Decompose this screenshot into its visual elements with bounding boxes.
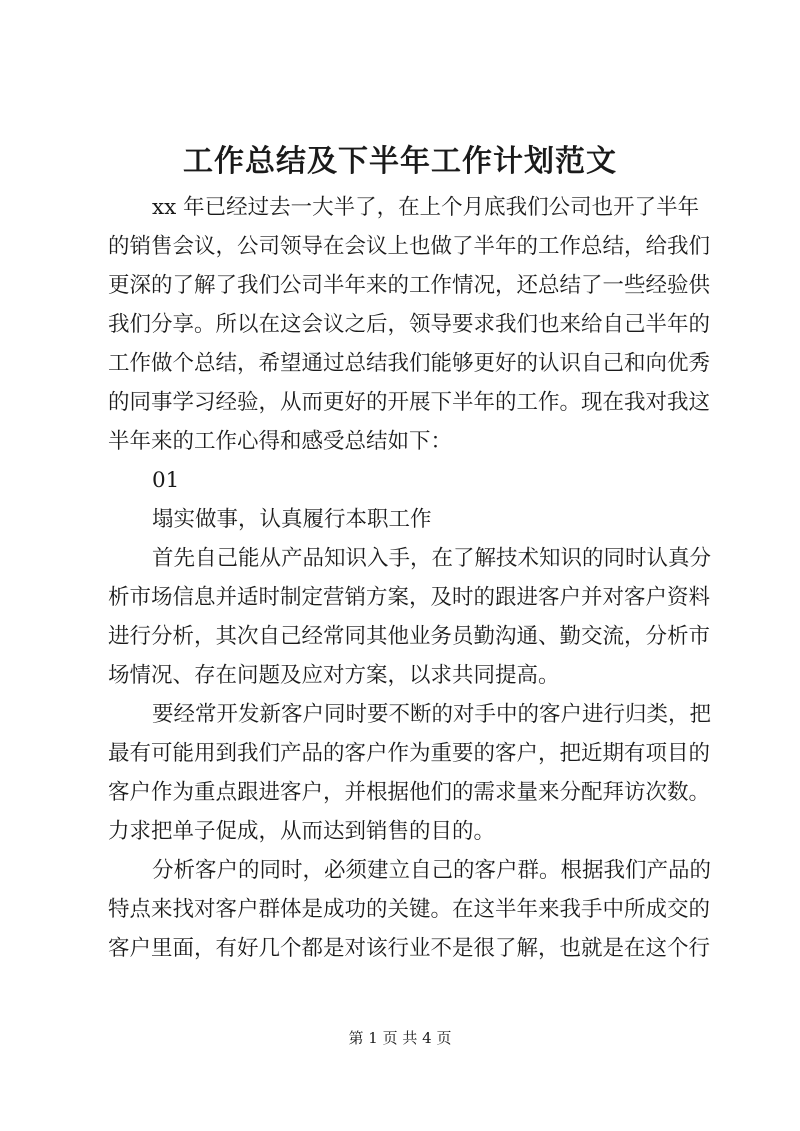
- body-line: 要经常开发新客户同时要不断的对手中的客户进行归类，把: [152, 702, 712, 727]
- body-line: 分析客户的同时，必须建立自己的客户群。根据我们产品的: [152, 858, 712, 883]
- section-number: 01: [152, 468, 180, 493]
- body-line: 的同事学习经验，从而更好的开展下半年的工作。现在我对我这: [108, 390, 711, 415]
- body-line: 更深的了解了我们公司半年来的工作情况，还总结了一些经验供: [108, 273, 711, 298]
- body-line: 的销售会议，公司领导在会议上也做了半年的工作总结，给我们: [108, 234, 711, 259]
- body-line: 特点来找对客户群体是成功的关键。在这半年来我手中所成交的: [108, 897, 711, 922]
- body-line: 进行分析，其次自己经常同其他业务员勤沟通、勤交流，分析市: [108, 624, 711, 649]
- body-line: xx 年已经过去一大半了，在上个月底我们公司也开了半年: [152, 195, 700, 220]
- document-title: 工作总结及下半年工作计划范文: [183, 144, 617, 179]
- body-line: 工作做个总结，希望通过总结我们能够更好的认识自己和向优秀: [108, 351, 711, 376]
- section-heading: 塌实做事，认真履行本职工作: [152, 507, 432, 532]
- document-body: [108, 188, 720, 968]
- body-line: 客户里面，有好几个都是对该行业不是很了解，也就是在这个行: [108, 936, 711, 961]
- body-line: 析市场信息并适时制定营销方案，及时的跟进客户并对客户资料: [108, 585, 711, 610]
- body-line: 半年来的工作心得和感受总结如下：: [108, 429, 453, 454]
- body-line: 首先自己能从产品知识入手，在了解技术知识的同时认真分: [152, 546, 712, 571]
- body-line: 我们分享。所以在这会议之后，领导要求我们也来给自己半年的: [108, 312, 711, 337]
- body-line: 力求把单子促成，从而达到销售的目的。: [108, 819, 496, 844]
- body-line: 场情况、存在问题及应对方案，以求共同提高。: [108, 663, 560, 688]
- page-footer: 第 1 页 共 4 页: [348, 1029, 452, 1047]
- body-line: 最有可能用到我们产品的客户作为重要的客户，把近期有项目的: [108, 741, 711, 766]
- body-line: 客户作为重点跟进客户，并根据他们的需求量来分配拜访次数。: [108, 780, 711, 805]
